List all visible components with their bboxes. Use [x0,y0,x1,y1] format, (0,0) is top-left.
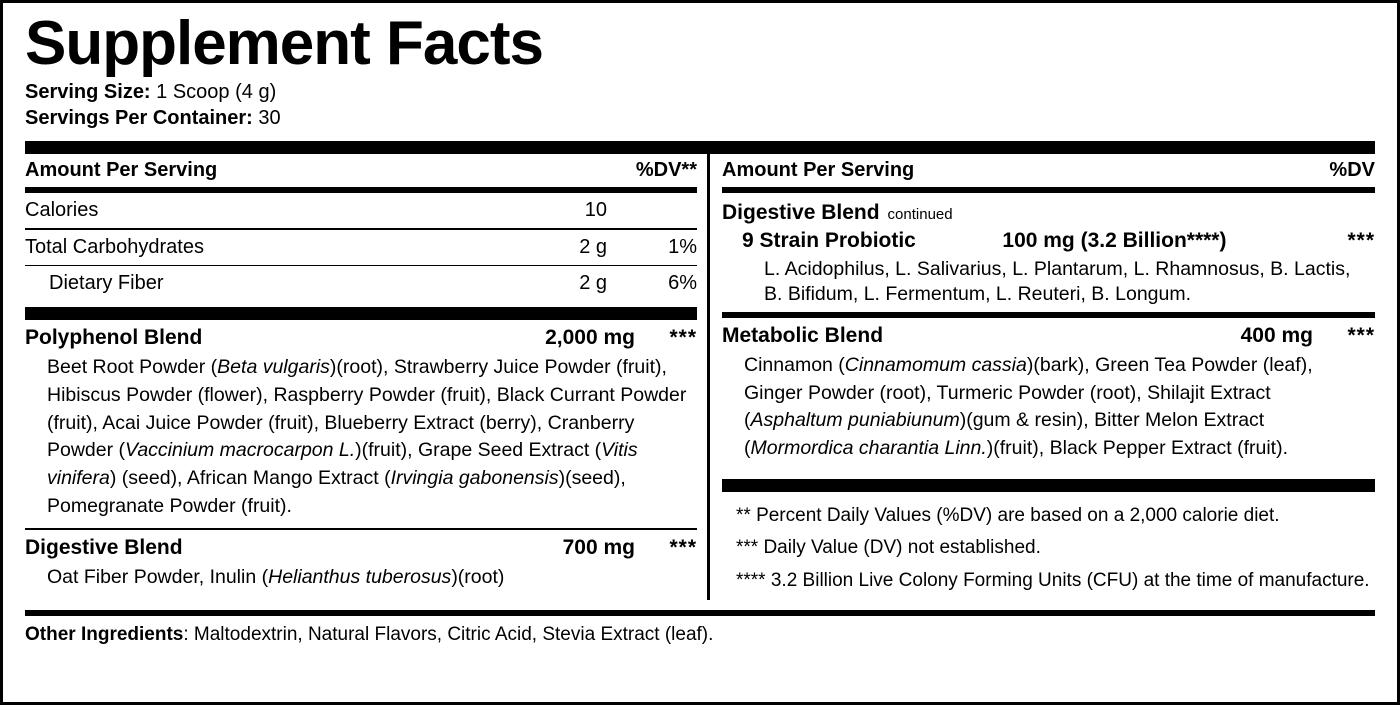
nutrient-amount: 10 [584,199,607,222]
page-title: Supplement Facts [25,9,543,78]
polyphenol-blend-ingredients: Beet Root Powder (Beta vulgaris)(root), Strawberry Juice Powder (fruit), Hibiscus Powder (flower), Raspberry Powder (fruit), Black Currant Powder (fruit), Acai Juice Powder (fruit), Blueberry Extract (berry), Cranberry Powder (Vaccinium macrocarpon L.)(fruit), Grape Seed Extract (Vitis vinifera) (seed), African Mango Extract (Irvingia gabonensis)(seed), Pomegranate Powder (fruit). [47,356,687,517]
metabolic-blend-header [722,318,1375,350]
table-row [25,266,697,301]
nutrient-name: Dietary Fiber [49,272,164,295]
servings-per-container-label: Servings Per Container: [25,106,253,129]
footnote-item: ** Percent Daily Values (%DV) are based on a 2,000 calorie diet. [736,504,1280,526]
digestive-blend-ingredients: Oat Fiber Powder, Inulin (Helianthus tuberosus)(root) [47,565,505,588]
metabolic-blend-ingredients: Cinnamon (Cinnamomum cassia)(bark), Green Tea Powder (leaf), Ginger Powder (root), Turmeric Powder (root), Shilajit Extract (Asphaltum puniabiunum)(gum & resin), Bitter Melon Extract (Mormordica charantia Linn.)(fruit), Black Pepper Extract (fruit). [744,354,1313,460]
blend-dv-stars: *** [1347,324,1375,348]
right-amount-per-serving-label: Amount Per Serving [722,159,915,182]
probiotic-header [722,227,1375,255]
blend-name: Digestive Blend [25,535,183,559]
other-ingredients-label: Other Ingredients [25,623,184,645]
probiotic-dv-stars: *** [1347,229,1375,253]
right-divider-thick [722,479,1375,492]
serving-size-value: 1 Scoop (4 g) [150,81,277,104]
right-dv-label: %DV [1329,159,1375,182]
footnotes [722,492,1375,598]
left-column [25,154,697,599]
blend-name-text: Digestive Blend [722,201,880,225]
probiotic-amount: 100 mg (3.2 Billion****) [1002,229,1227,253]
probiotic-name: 9 Strain Probiotic [742,229,916,253]
nutrient-pct: 6% [668,272,697,295]
left-dv-label: %DV** [635,159,697,182]
nutrient-name: Total Carbohydrates [25,235,204,258]
servings-per-container-value: 30 [252,106,281,129]
continued-label: continued [887,206,953,224]
serving-size-label: Serving Size: [25,81,151,104]
left-amount-per-serving-label: Amount Per Serving [25,159,218,182]
footnote-item: *** Daily Value (DV) not established. [736,537,1041,559]
blend-name [722,201,1375,225]
nutrient-amount: 2 g [579,235,607,258]
table-row [25,193,697,228]
table-row [25,230,697,265]
polyphenol-blend-header [25,320,697,352]
servings-per-container-line [25,106,1375,132]
left-amount-header [25,154,697,187]
right-amount-header [722,154,1375,187]
right-column [722,154,1375,599]
other-ingredients [25,616,1375,646]
blend-amount: 400 mg [1240,324,1313,348]
blend-dv-stars: *** [669,535,697,559]
column-divider [707,154,710,599]
blend-name: Polyphenol Blend [25,326,203,350]
digestive-blend-continued-header [722,193,1375,227]
blend-amount: 2,000 mg [545,326,635,350]
columns-container [25,154,1375,599]
nutrient-name: Calories [25,199,99,222]
serving-size-line [25,80,1375,106]
digestive-blend-header [25,530,697,562]
divider-thick-top [25,141,1375,154]
probiotic-strains: L. Acidophilus, L. Salivarius, L. Plantarum, L. Rhamnosus, B. Lactis, B. Bifidum, L. Fermentum, L. Reuteri, B. Longum. [764,258,1351,305]
nutrient-pct: 1% [668,235,697,258]
blend-dv-stars: *** [669,326,697,350]
nutrient-amount: 2 g [579,272,607,295]
other-ingredients-value: : Maltodextrin, Natural Flavors, Citric Acid, Stevia Extract (leaf). [183,623,714,645]
blend-amount: 700 mg [562,535,635,559]
blend-name: Metabolic Blend [722,324,884,348]
left-divider-thick [25,307,697,320]
footnote-item: **** 3.2 Billion Live Colony Forming Units (CFU) at the time of manufacture. [736,569,1370,591]
